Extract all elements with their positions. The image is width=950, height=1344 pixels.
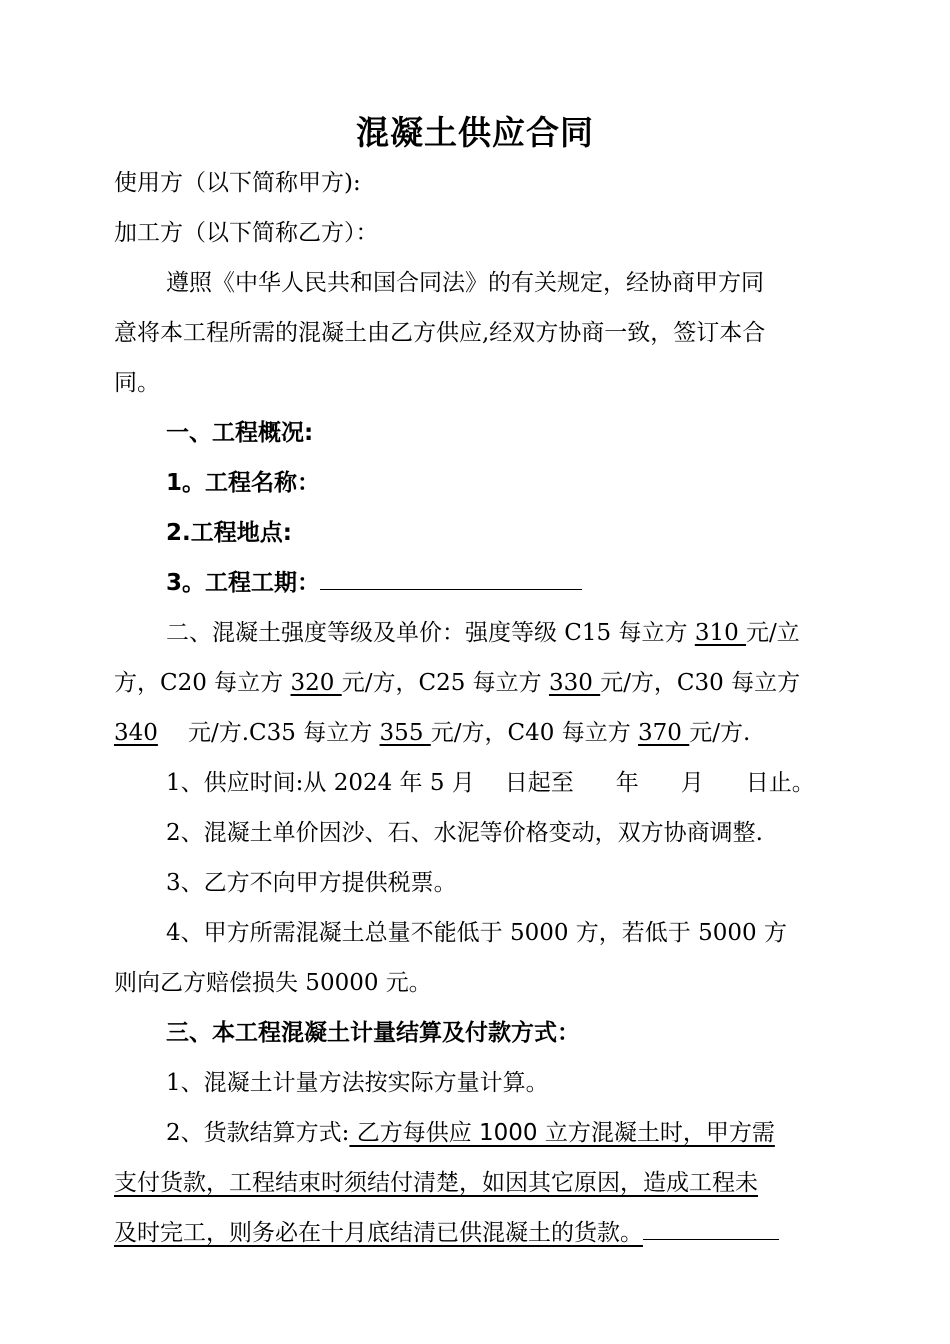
preamble-line-3: 同。 [114,370,160,396]
section2-text-1a: 二、混凝土强度等级及单价：强度等级 C15 每立方 [166,620,695,646]
price-c15: 310 [694,620,747,646]
preamble-text-1: 遵照《中华人民共和国合同法》的有关规定，经协商甲方同 [166,270,764,296]
section2-text-3b: 元/方，C40 每立方 [430,720,639,746]
section3-clause-2-line-3 [114,1208,779,1258]
clause1-text-a: 1、供应时间:从 2024 年 5 月 [166,770,475,796]
price-c30: 340 [114,720,158,746]
section2-text-2b: 元/方，C25 每立方 [341,670,549,696]
s3-clause2-label: 2、货款结算方式: [166,1120,350,1146]
section2-text-2a: 方，C20 每立方 [114,670,291,696]
section2-text-1b: 元/立 [746,620,800,646]
section2-line-1 [166,608,800,658]
s3-clause2-text-3: 及时完工，则务必在十月底结清已供混凝土的货款。 [114,1220,643,1246]
section2-text-3c: 元/方. [689,720,751,746]
section2-text-2c: 元/方，C30 每立方 [600,670,801,696]
section2-line-2 [114,658,800,708]
price-c40: 370 [638,720,690,746]
section2-line-3 [114,708,750,758]
s3-clause2-trailing-blank [643,1211,779,1240]
price-c25: 330 [548,670,601,696]
section3-clause-2-line-1 [166,1108,775,1158]
clause-1 [166,758,815,808]
project-period-blank [320,559,582,590]
project-period-label: 3。工程工期： [166,570,321,596]
price-c35: 355 [379,720,431,746]
section2-text-3a: 元/方.C35 每立方 [188,720,380,746]
clause-4-line-1: 4、甲方所需混凝土总量不能低于 5000 方，若低于 5000 方 [166,920,787,946]
s3-clause2-text-2: 支付货款，工程结束时须结付清楚，如因其它原因，造成工程未 [114,1170,758,1196]
preamble-line-2: 意将本工程所需的混凝土由乙方供应,经双方协商一致，签订本合 [114,320,766,346]
document-title: 混凝土供应合同 [356,113,594,152]
project-period-item [166,558,582,608]
project-location-item: 2.工程地点: [166,520,292,546]
project-name-item: 1。工程名称： [166,470,321,496]
clause-3: 3、乙方不向甲方提供税票。 [166,870,457,896]
party-b-line: 加工方（以下简称乙方）： [114,220,379,246]
section3-clause-1: 1、混凝土计量方法按实际方量计算。 [166,1070,549,1096]
price-c20: 320 [290,670,342,696]
clause1-text-d: 月 [680,770,704,796]
section3-clause-2-line-2 [114,1158,758,1208]
section3-heading: 三、本工程混凝土计量结算及付款方式： [166,1020,580,1046]
section1-heading: 一、工程概况: [166,420,314,446]
clause1-text-b: 日起至 [504,770,574,796]
clause-2: 2、混凝土单价因沙、石、水泥等价格变动，双方协商调整. [166,820,763,846]
party-a-line: 使用方（以下简称甲方): [114,170,361,196]
clause-4-line-2: 则向乙方赔偿损失 50000 元。 [114,970,432,996]
preamble-line-1 [166,258,838,308]
clause1-text-c: 年 [615,770,639,796]
s3-clause2-text-1: 乙方每供应 1000 立方混凝土时，甲方需 [349,1120,775,1146]
clause1-text-e: 日止。 [745,770,815,796]
